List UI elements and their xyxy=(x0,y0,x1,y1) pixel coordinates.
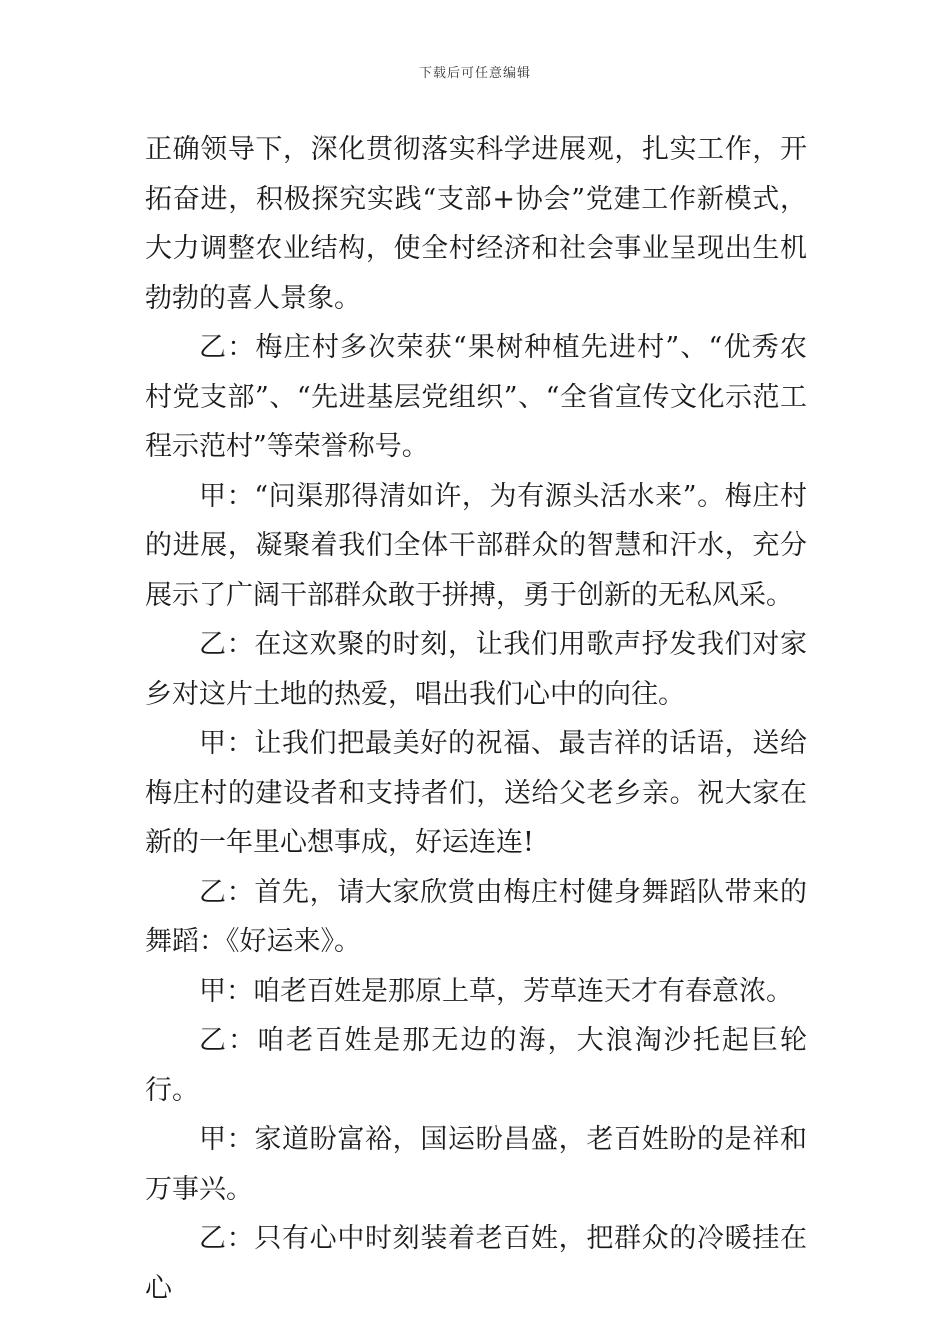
paragraph: 乙：在这欢聚的时刻，让我们用歌声抒发我们对家乡对这片土地的热爱，唱出我们心中的向往。 xyxy=(145,629,807,710)
document-body xyxy=(145,125,807,1313)
paragraph: 乙：只有心中时刻装着老百姓，把群众的冷暖挂在心 xyxy=(145,1223,807,1304)
paragraph: 甲：咱老百姓是那原上草，芳草连天才有春意浓。 xyxy=(199,975,793,1007)
paragraph: 乙：首先，请大家欣赏由梅庄村健身舞蹈队带来的舞蹈：《好运来》。 xyxy=(145,876,807,957)
paragraph: 甲：“问渠那得清如许，为有源头活水来”。梅庄村的进展，凝聚着我们全体干部群众的智慧和汗水，充分展示了广阔干部群众敢于拼搏，勇于创新的无私风采。 xyxy=(145,480,807,611)
paragraph: 正确领导下，深化贯彻落实科学进展观，扎实工作，开拓奋进，积极探究实践“支部+协会”党建工作新模式，大力调整农业结构，使全村经济和社会事业呈现出生机勃勃的喜人景象。 xyxy=(145,134,807,314)
paragraph: 甲：家道盼富裕，国运盼昌盛，老百姓盼的是祥和万事兴。 xyxy=(145,1124,807,1205)
paragraph: 乙：咱老百姓是那无边的海，大浪淘沙托起巨轮行。 xyxy=(145,1025,807,1106)
paragraph: 甲：让我们把最美好的祝福、最吉祥的话语，送给梅庄村的建设者和支持者们，送给父老乡亲。祝大家在新的一年里心想事成，好运连连! xyxy=(145,728,807,858)
page-header: 下载后可任意编辑 xyxy=(418,66,531,81)
paragraph: 乙：梅庄村多次荣获“果树种植先进村”、“优秀农村党支部”、“先进基层党组织”、“全省宣传文化示范工程示范村”等荣誉称号。 xyxy=(145,332,807,462)
